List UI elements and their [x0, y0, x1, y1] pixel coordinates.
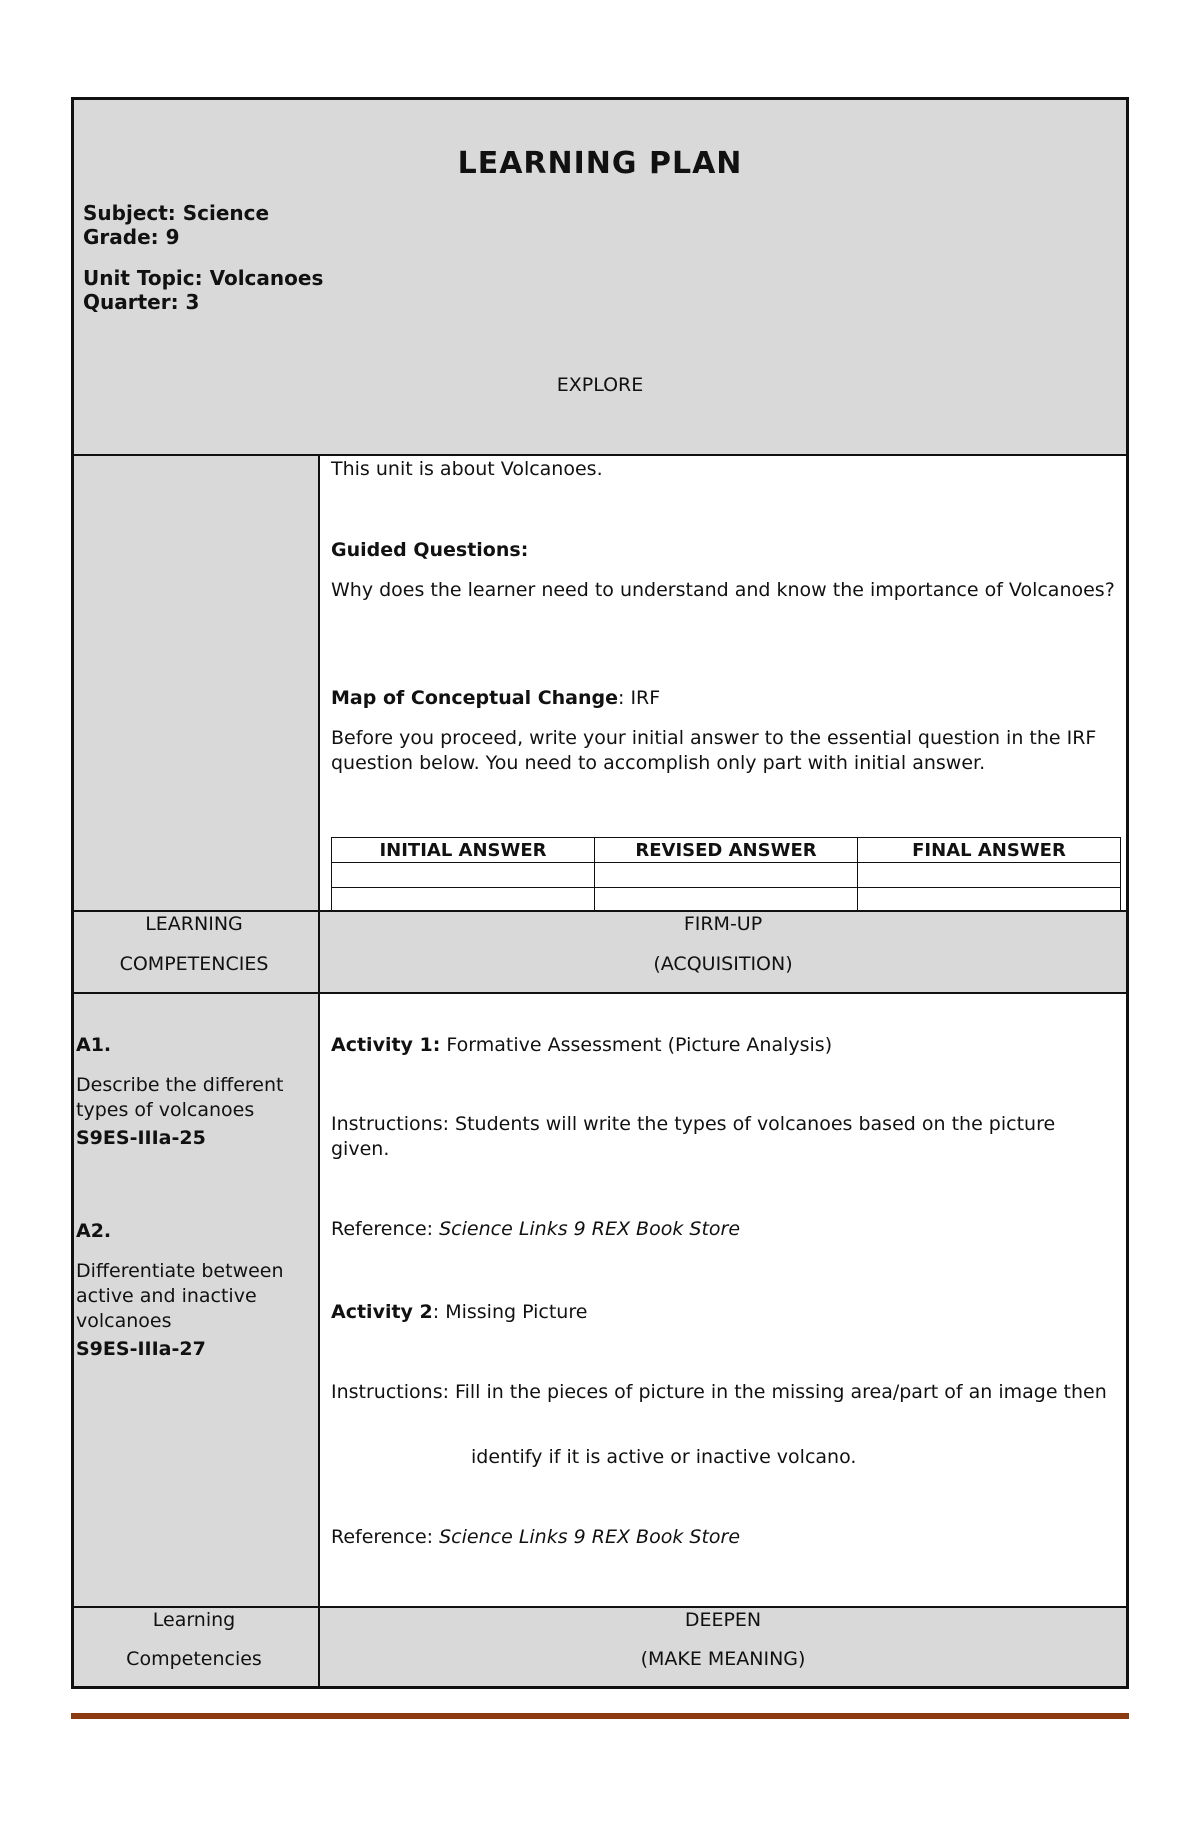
explore-content-cell — [320, 456, 1126, 910]
irf-header-final: FINAL ANSWER — [858, 838, 1121, 863]
reference-title: Science Links 9 REX Book Store — [439, 1218, 741, 1240]
activity-1-instructions: Instructions: Students will write the types of volcanoes based on the picture given. — [331, 1113, 1056, 1160]
firmup-title: FIRM-UP — [683, 913, 763, 935]
irf-final-cell[interactable] — [858, 863, 1121, 888]
map-instructions: Before you proceed, write your initial answer to the essential question in the IRF question below. You need to accomplish only part with initial answer. — [331, 727, 1097, 774]
subject-label: Subject: Science — [83, 201, 270, 225]
competencies-cell — [74, 994, 320, 1606]
firmup-header-cell — [320, 912, 1126, 992]
competencies-header-line1: LEARNING — [145, 913, 243, 935]
reference-title: Science Links 9 REX Book Store — [439, 1526, 741, 1548]
page-title: LEARNING PLAN — [457, 146, 743, 181]
deepen-title: DEEPEN — [684, 1609, 762, 1631]
reference-prefix: Reference: — [331, 1526, 440, 1548]
activities-cell — [320, 994, 1126, 1606]
competencies-header-line2: COMPETENCIES — [119, 953, 269, 975]
deepen-subtitle: (MAKE MEANING) — [640, 1648, 806, 1670]
firmup-content-row — [74, 992, 1126, 1606]
guided-questions-label: Guided Questions: — [331, 539, 529, 561]
competency-code: A1. — [76, 1034, 112, 1056]
deepen-header-cell — [320, 1608, 1126, 1686]
deepen-header-row — [74, 1606, 1126, 1686]
unit-topic-label: Unit Topic: Volcanoes — [83, 266, 324, 290]
activity-2-reference — [331, 1525, 1116, 1550]
competency-description: Differentiate between active and inactive volcanoes — [76, 1260, 284, 1332]
map-suffix: : IRF — [618, 687, 661, 709]
irf-initial-cell[interactable] — [332, 863, 595, 888]
grade-label: Grade: 9 — [83, 225, 180, 249]
explore-left-cell — [74, 456, 320, 910]
irf-initial-cell[interactable] — [332, 888, 595, 913]
competencies-header-cell — [74, 912, 320, 992]
learning-plan-table — [71, 97, 1129, 1689]
competency-description: Describe the different types of volcanoes — [76, 1074, 284, 1121]
explore-stage-label: EXPLORE — [556, 374, 644, 396]
irf-final-cell[interactable] — [858, 888, 1121, 913]
guided-question-text: Why does the learner need to understand and know the importance of Volcanoes? — [331, 579, 1115, 601]
irf-header-initial: INITIAL ANSWER — [332, 838, 595, 863]
irf-revised-cell[interactable] — [595, 863, 858, 888]
competency-standard: S9ES-IIIa-25 — [76, 1127, 206, 1149]
explore-row — [74, 456, 1126, 910]
quarter-label: Quarter: 3 — [83, 290, 200, 314]
learning-competencies-header-cell — [74, 1608, 320, 1686]
irf-header-revised: REVISED ANSWER — [595, 838, 858, 863]
activity-2-instructions-continued: identify if it is active or inactive volcano. — [471, 1446, 857, 1468]
activity-2-title: : Missing Picture — [432, 1301, 588, 1323]
activity-1-reference — [331, 1217, 1116, 1242]
activity-2-label: Activity 2 — [331, 1301, 433, 1323]
learning-competencies-line1: Learning — [152, 1609, 236, 1631]
map-label: Map of Conceptual Change — [331, 687, 619, 709]
activity-1-heading — [331, 1033, 1116, 1058]
reference-prefix: Reference: — [331, 1218, 440, 1240]
irf-row — [332, 888, 1121, 913]
activity-2-heading — [331, 1300, 1116, 1325]
activity-1-title: Formative Assessment (Picture Analysis) — [440, 1034, 833, 1056]
footer-rule — [71, 1713, 1129, 1719]
activity-2-instructions: Instructions: Fill in the pieces of picture in the missing area/part of an image then — [331, 1381, 1107, 1403]
firmup-subtitle: (ACQUISITION) — [653, 953, 793, 975]
unit-intro: This unit is about Volcanoes. — [331, 458, 603, 480]
firmup-header-row — [74, 910, 1126, 992]
competency-standard: S9ES-IIIa-27 — [76, 1338, 206, 1360]
learning-competencies-line2: Competencies — [126, 1648, 262, 1670]
irf-row — [332, 863, 1121, 888]
irf-revised-cell[interactable] — [595, 888, 858, 913]
irf-table — [331, 837, 1121, 913]
map-of-conceptual-change — [331, 686, 1116, 711]
activity-1-label: Activity 1: — [331, 1034, 441, 1056]
competency-code: A2. — [76, 1220, 112, 1242]
plan-header — [74, 100, 1126, 456]
